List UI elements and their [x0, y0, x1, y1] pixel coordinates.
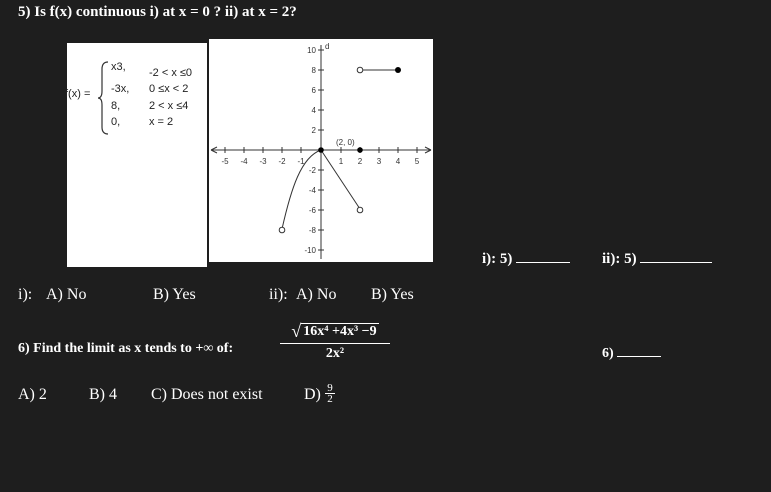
- closed-point-origin: [318, 147, 324, 153]
- answer-ii-blank[interactable]: [602, 248, 712, 268]
- x-tick-label: 3: [376, 157, 382, 166]
- q6-option-d[interactable]: [304, 386, 321, 404]
- q6-option-c[interactable]: C) Does not exist: [151, 386, 263, 403]
- limit-expression: [280, 322, 390, 361]
- answer-i-blank[interactable]: [482, 248, 570, 268]
- sqrt-symbol: √: [291, 321, 302, 341]
- answer-i-label: i): 5): [482, 251, 513, 267]
- part-ii-option-b[interactable]: B) Yes: [371, 286, 414, 303]
- part-i-option-b[interactable]: B) Yes: [153, 286, 196, 303]
- x-tick-label: -2: [278, 157, 286, 166]
- q6-option-a[interactable]: A) 2: [18, 386, 47, 403]
- answer-ii-line[interactable]: [640, 248, 712, 263]
- closed-point-2-0: [357, 147, 363, 153]
- y-tick-label: 10: [307, 46, 316, 55]
- answer-i-line[interactable]: [516, 248, 570, 263]
- question-5-title: 5) Is f(x) continuous i) at x = 0 ? ii) at x = 2?: [18, 4, 297, 20]
- left-brace: [98, 61, 110, 135]
- x-tick-label: 4: [395, 157, 401, 166]
- q6-option-d-label: D): [304, 386, 321, 403]
- piece-4-cond: x = 2: [149, 116, 174, 128]
- open-point-top: [357, 67, 363, 73]
- y-tick-label: 8: [311, 66, 316, 75]
- piece-2-cond: 0 ≤x < 2: [149, 83, 189, 95]
- piece-2-expr: -3x,: [111, 83, 130, 95]
- y-tick-label: -2: [308, 166, 316, 175]
- y-tick-label: -6: [308, 206, 316, 215]
- y-tick-label: -10: [304, 246, 316, 255]
- answer-6-label: 6): [602, 346, 614, 361]
- piecewise-definition-panel: [67, 43, 207, 267]
- part-ii-option-a[interactable]: A) No: [296, 286, 337, 303]
- y-tick-label: -8: [308, 226, 316, 235]
- question-6-prompt: 6) Find the limit as x tends to +∞ of:: [18, 341, 234, 356]
- q6-option-d-denominator: 2: [325, 393, 335, 404]
- answer-6-line[interactable]: [617, 342, 661, 357]
- piece-4-expr: 0,: [111, 116, 121, 128]
- y-tick-label: -4: [308, 186, 316, 195]
- x-tick-label: 5: [414, 157, 420, 166]
- y-tick-label: 2: [311, 126, 316, 135]
- x-tick-label: -3: [259, 157, 267, 166]
- part-i-option-a[interactable]: A) No: [46, 286, 87, 303]
- point-label: (2, 0): [336, 138, 355, 147]
- answer-6-blank[interactable]: [602, 342, 661, 362]
- x-tick-label: -4: [240, 157, 248, 166]
- denominator: 2x²: [280, 343, 390, 361]
- q6-option-d-numerator: 9: [327, 382, 333, 394]
- part-ii-label: ii):: [269, 286, 288, 303]
- function-graph: [209, 39, 433, 262]
- part-i-label: i):: [18, 286, 33, 303]
- answer-ii-label: ii): 5): [602, 251, 637, 267]
- x-tick-label: 2: [357, 157, 363, 166]
- graph-svg: [209, 39, 433, 262]
- y-tick-label: 6: [311, 86, 316, 95]
- piece-3-cond: 2 < x ≤4: [149, 100, 189, 112]
- numerator: 16x⁴ +4x³ −9: [303, 324, 377, 339]
- open-point-bottom: [357, 207, 363, 213]
- piece-1-expr: x3,: [111, 61, 126, 73]
- x-tick-label: -5: [221, 157, 229, 166]
- function-name: f(x) =: [65, 88, 91, 100]
- closed-point-top-right: [395, 67, 401, 73]
- y-axis-label: d: [325, 42, 330, 51]
- piece-1-cond: -2 < x ≤0: [149, 67, 193, 79]
- x-tick-label: -1: [297, 157, 305, 166]
- y-tick-label: 4: [311, 106, 316, 115]
- x-tick-label: 1: [338, 157, 344, 166]
- q6-option-b[interactable]: B) 4: [89, 386, 117, 403]
- piece-3-expr: 8,: [111, 100, 121, 112]
- q6-option-d-fraction: [325, 383, 335, 404]
- open-point-left: [279, 227, 285, 233]
